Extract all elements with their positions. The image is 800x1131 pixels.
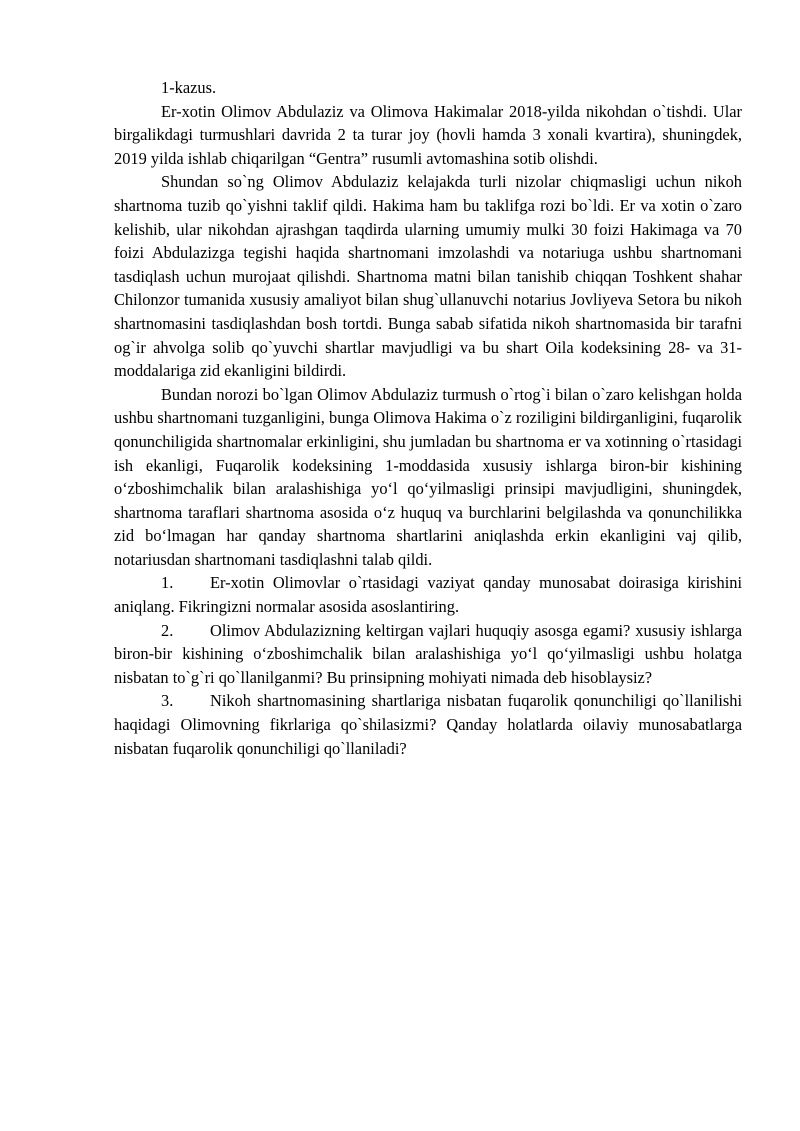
- question-text: Er-xotin Olimovlar o`rtasidagi vaziyat qanday munosabat doirasiga kirishini aniqlang. Fikringizni normalar asosida asoslantiring.: [114, 573, 742, 617]
- question-text: Olimov Abdulazizning keltirgan vajlari huquqiy asosga egami? xususiy ishlarga biron-bir kishining o‘zboshimchalik bilan aralashishiga yo‘l qo‘yilmasligi ushbu holatga nisbatan to`g`ri qo`llanilganmi? Bu prinsipning mohiyati nimada deb hisoblaysiz?: [114, 620, 742, 687]
- case-heading: 1-kazus.: [161, 78, 217, 97]
- question-number: 2.: [161, 620, 174, 640]
- case-paragraph-3: Bundan norozi bo`lgan Olimov Abdulaziz turmush o`rtog`i bilan o`zaro kelishgan holda ushbu shartnomani tuzganligini, bunga Olimova Hakima o`z roziligini bildirganligini, fuqarolik qonunchiligida shartnomalar erkinligini, shu jumladan bu shartnoma er va xotinning o`rtasidagi ish ekanligi, Fuqarolik kodeksining 1-moddasida xususiy ishlarga biron-bir kishining o‘zboshimchalik bilan aralashishiga yo‘l qo‘yilmasligi prinsipi mavjudligini, shuningdek, shartnoma taraflari shartnoma asosida o‘z huquq va burchlarini belgilashda va qonunchilikka zid bo‘lmagan har qanday shartnoma shartlarini aniqlashda erkin ekanligini vaj qilib, notariusdan shartnomani tasdiqlashni talab qildi.: [114, 384, 742, 569]
- question-3: [114, 689, 742, 760]
- question-text: Nikoh shartnomasining shartlariga nisbatan fuqarolik qonunchiligi qo`llanilishi haqidagi Olimovning fikrlariga qo`shilasizmi? Qanday holatlarda oilaviy munosabatlarga nisbatan fuqarolik qonunchiligi qo`llaniladi?: [114, 691, 742, 758]
- question-2: [114, 619, 742, 690]
- document-page: [114, 76, 742, 760]
- question-number: 3.: [161, 691, 174, 711]
- case-paragraph-2: Shundan so`ng Olimov Abdulaziz kelajakda turli nizolar chiqmasligi uchun nikoh shartnoma tuzib qo`yishni taklif qildi. Hakima ham bu taklifga rozi bo`ldi. Er va xotin o`zaro kelishib, ular nikohdan ajrashgan taqdirda ularning umumiy mulki 30 foizi Hakimaga va 70 foizi Abdulazizga tegishi haqida shartnomani imzolashdi va notariuga ushbu shartnomani tasdiqlash uchun murojaat qilishdi. Shartnoma matni bilan tanishib chiqqan Toshkent shahar Chilonzor tumanida xususiy amaliyot bilan shug`ullanuvchi notarius Jovliyeva Setora bu nikoh shartnomasini tasdiqlashdan bosh tortdi. Bunga sabab sifatida nikoh shartnomasida bir tarafni og`ir ahvolga solib qo`yuvchi shartlar mavjudligi va bu shart Oila kodeksining 28- va 31-moddalariga zid ekanligini bildirdi.: [114, 172, 742, 381]
- case-paragraph-1: Er-xotin Olimov Abdulaziz va Olimova Hakimalar 2018-yilda nikohdan o`tishdi. Ular birgalikdagi turmushlari davrida 2 ta turar joy (hovli hamda 3 xonali kvartira), shuningdek, 2019 yilda ishlab chiqarilgan “Gentra” rusumli avtomashina sotib olishdi.: [114, 101, 742, 168]
- question-number: 1.: [161, 573, 174, 593]
- question-1: [114, 571, 742, 618]
